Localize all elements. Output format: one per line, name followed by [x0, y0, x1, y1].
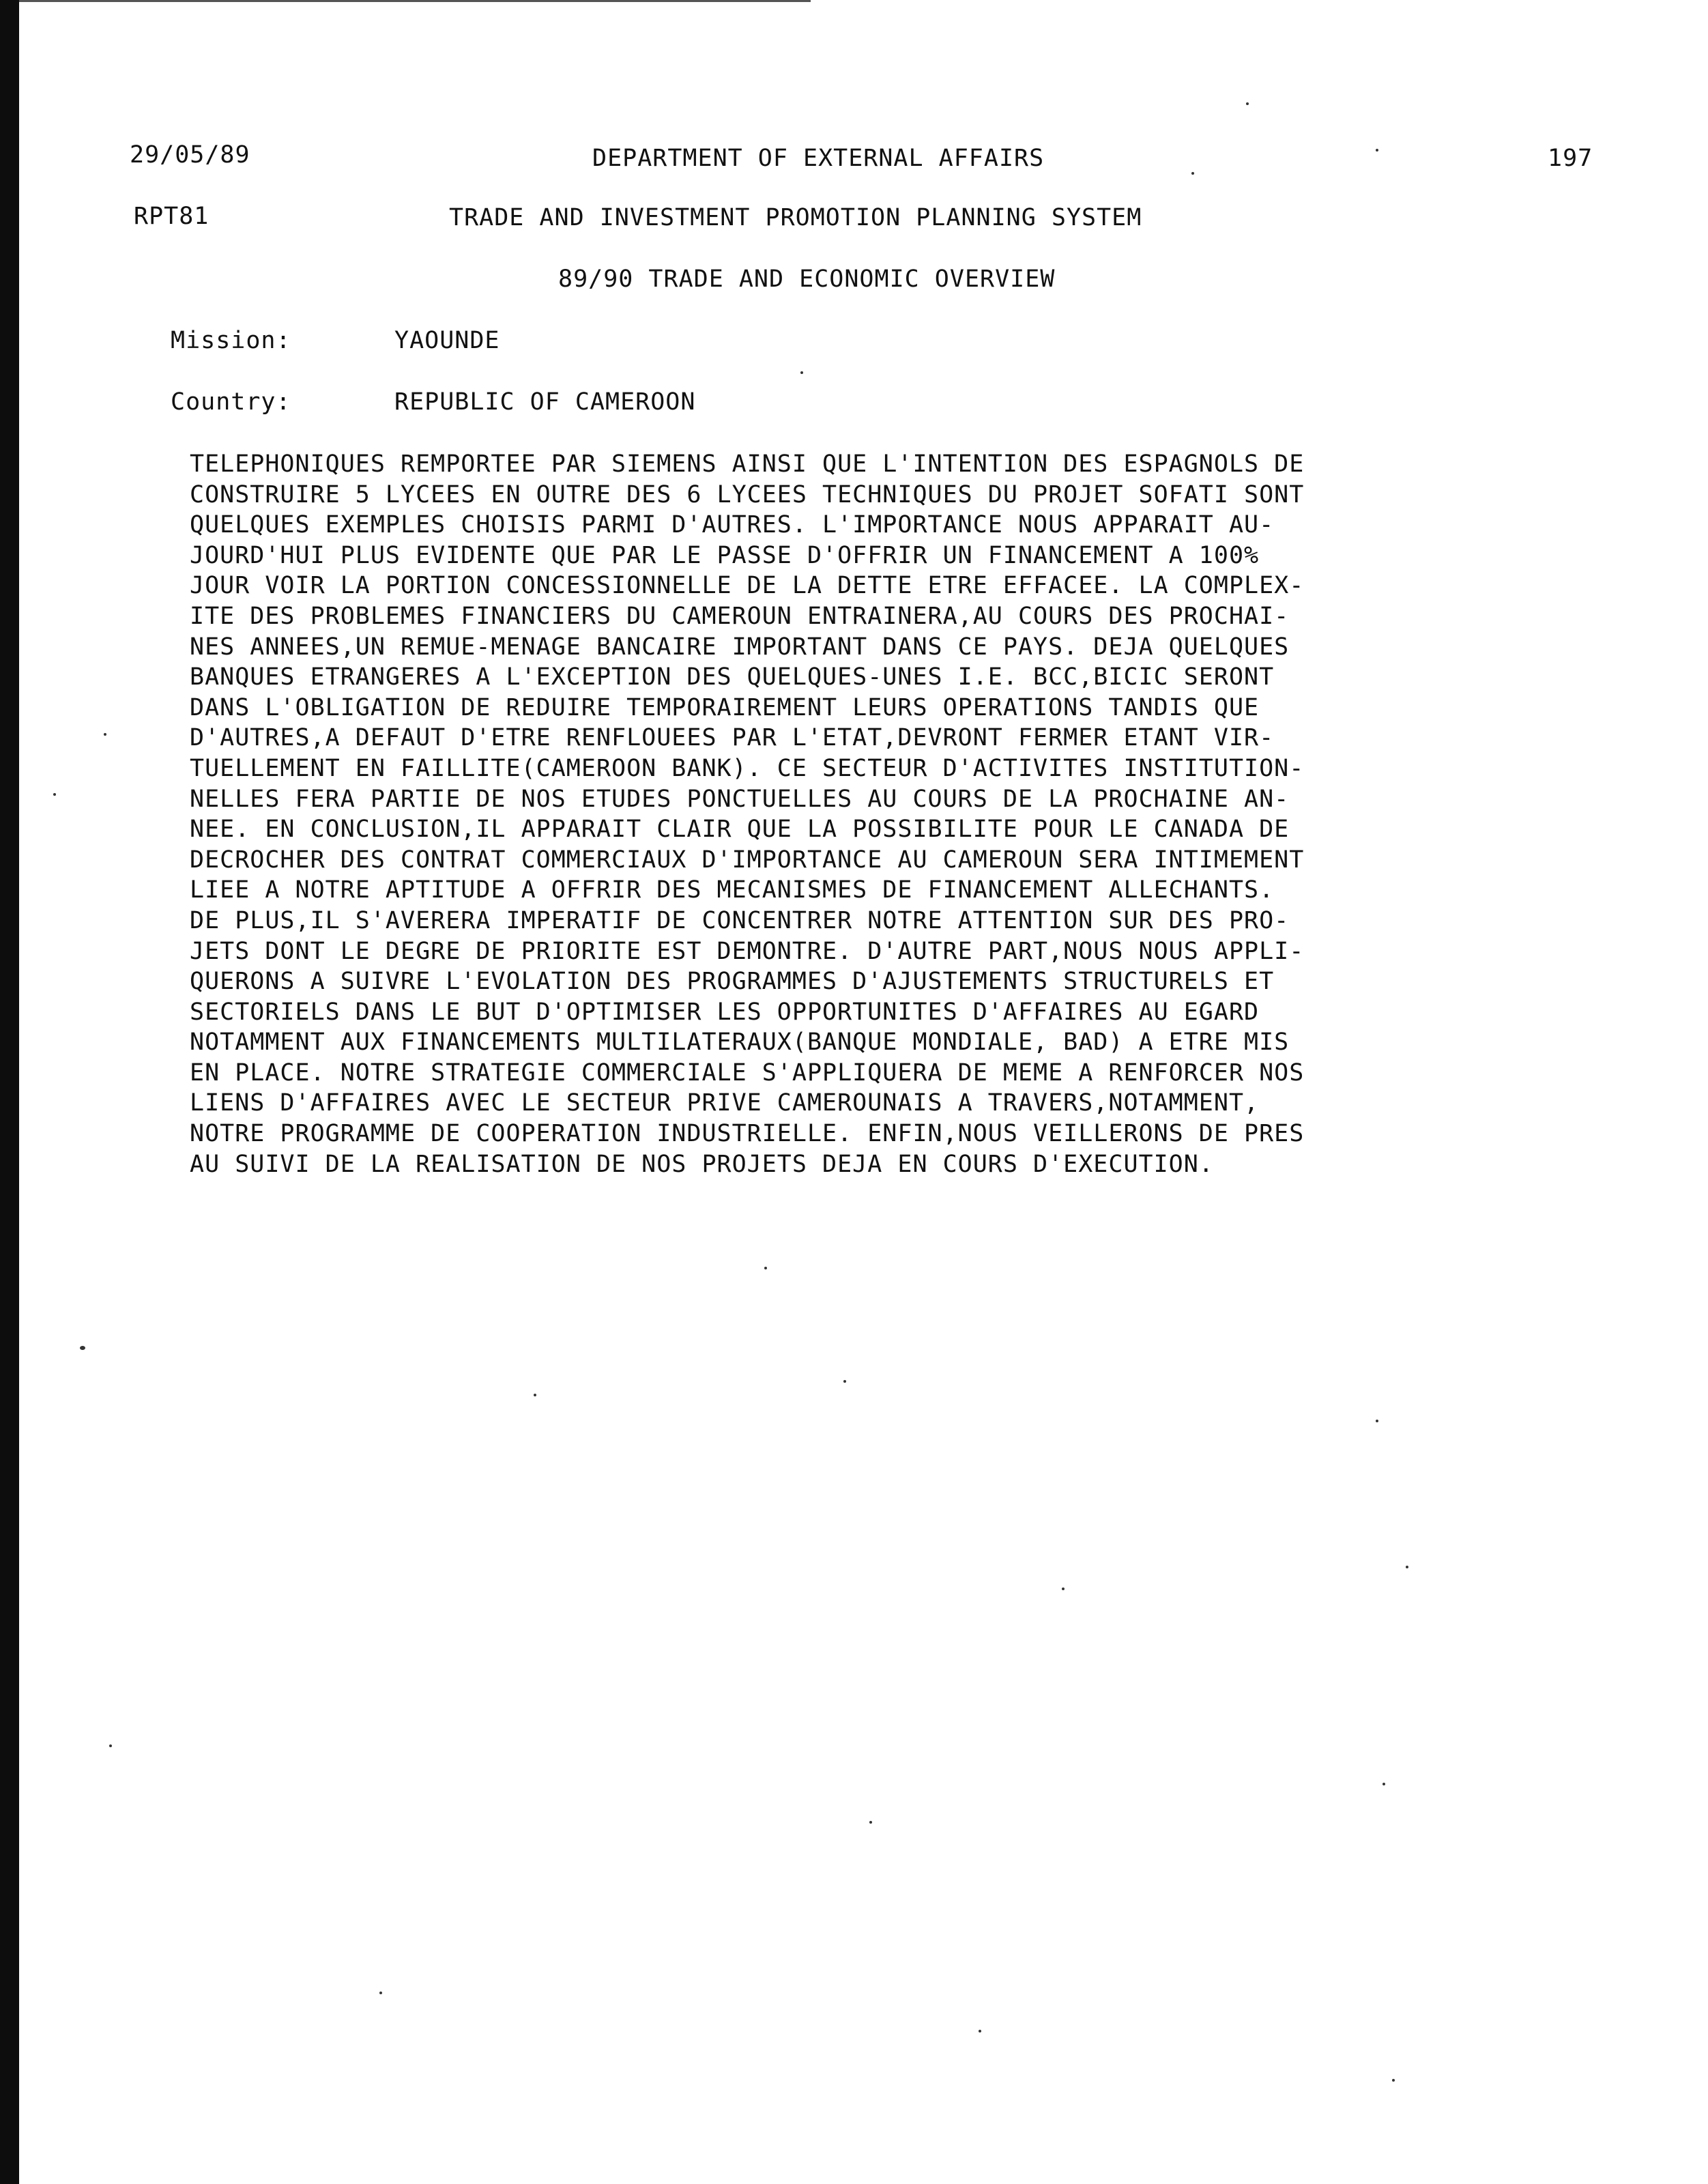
- scan-edge-bar: [0, 0, 19, 2184]
- body-line: JOURD'HUI PLUS EVIDENTE QUE PAR LE PASSE D'OFFRIR UN FINANCEMENT A 100%: [190, 541, 1260, 569]
- scan-speck: [843, 1380, 846, 1383]
- scan-speck: [1062, 1587, 1065, 1590]
- scan-top-edge: [19, 0, 811, 2]
- body-line: JETS DONT LE DEGRE DE PRIORITE EST DEMONTRE. D'AUTRE PART,NOUS NOUS APPLI-: [190, 937, 1305, 965]
- body-line: NELLES FERA PARTIE DE NOS ETUDES PONCTUELLES AU COURS DE LA PROCHAINE AN-: [190, 785, 1290, 813]
- body-line: SECTORIELS DANS LE BUT D'OPTIMISER LES OPPORTUNITES D'AFFAIRES AU EGARD: [190, 998, 1260, 1026]
- scan-speck: [764, 1267, 767, 1269]
- country-label: Country:: [171, 388, 291, 416]
- country-value: REPUBLIC OF CAMEROON: [394, 388, 696, 416]
- body-line: EN PLACE. NOTRE STRATEGIE COMMERCIALE S'APPLIQUERA DE MEME A RENFORCER NOS: [190, 1059, 1305, 1087]
- system-title: TRADE AND INVESTMENT PROMOTION PLANNING SYSTEM: [449, 204, 1142, 231]
- department-title: DEPARTMENT OF EXTERNAL AFFAIRS: [592, 145, 1045, 172]
- scan-speck: [979, 2030, 981, 2032]
- body-line: LIENS D'AFFAIRES AVEC LE SECTEUR PRIVE CAMEROUNAIS A TRAVERS,NOTAMMENT,: [190, 1089, 1260, 1117]
- scan-speck: [379, 1992, 382, 1994]
- overview-title: 89/90 TRADE AND ECONOMIC OVERVIEW: [558, 265, 1056, 293]
- scan-speck: [800, 371, 803, 374]
- scan-speck: [53, 793, 56, 796]
- mission-value: YAOUNDE: [394, 327, 500, 354]
- mission-label: Mission:: [171, 327, 291, 354]
- scan-speck: [1191, 172, 1194, 175]
- body-line: AU SUIVI DE LA REALISATION DE NOS PROJETS DEJA EN COURS D'EXECUTION.: [190, 1150, 1214, 1178]
- scan-speck: [1246, 102, 1249, 105]
- report-code: RPT81: [134, 203, 209, 230]
- scan-speck: [1392, 2079, 1395, 2082]
- body-line: JOUR VOIR LA PORTION CONCESSIONNELLE DE LA DETTE ETRE EFFACEE. LA COMPLEX-: [190, 572, 1305, 600]
- scan-speck: [1376, 1420, 1378, 1422]
- body-line: DECROCHER DES CONTRAT COMMERCIAUX D'IMPORTANCE AU CAMEROUN SERA INTIMEMENT: [190, 846, 1305, 874]
- body-line: TUELLEMENT EN FAILLITE(CAMEROON BANK). CE SECTEUR D'ACTIVITES INSTITUTION-: [190, 754, 1305, 782]
- scan-speck: [1406, 1566, 1408, 1568]
- body-line: TELEPHONIQUES REMPORTEE PAR SIEMENS AINSI QUE L'INTENTION DES ESPAGNOLS DE: [190, 450, 1305, 478]
- body-line: NOTRE PROGRAMME DE COOPERATION INDUSTRIELLE. ENFIN,NOUS VEILLERONS DE PRES: [190, 1120, 1305, 1148]
- body-line: LIEE A NOTRE APTITUDE A OFFRIR DES MECANISMES DE FINANCEMENT ALLECHANTS.: [190, 876, 1275, 904]
- body-paragraph: [190, 449, 1554, 1179]
- scan-speck: [104, 733, 106, 736]
- body-line: QUELQUES EXEMPLES CHOISIS PARMI D'AUTRES. L'IMPORTANCE NOUS APPARAIT AU-: [190, 511, 1275, 539]
- body-line: DE PLUS,IL S'AVERERA IMPERATIF DE CONCENTRER NOTRE ATTENTION SUR DES PRO-: [190, 906, 1290, 934]
- body-line: NOTAMMENT AUX FINANCEMENTS MULTILATERAUX(BANQUE MONDIALE, BAD) A ETRE MIS: [190, 1029, 1290, 1057]
- body-line: D'AUTRES,A DEFAUT D'ETRE RENFLOUEES PAR L'ETAT,DEVRONT FERMER ETANT VIR-: [190, 724, 1275, 752]
- scan-speck: [869, 1821, 872, 1824]
- report-date: 29/05/89: [130, 141, 250, 169]
- body-line: CONSTRUIRE 5 LYCEES EN OUTRE DES 6 LYCEES TECHNIQUES DU PROJET SOFATI SONT: [190, 480, 1305, 508]
- body-line: BANQUES ETRANGERES A L'EXCEPTION DES QUELQUES-UNES I.E. BCC,BICIC SERONT: [190, 663, 1275, 691]
- page-number: 197: [1548, 145, 1593, 172]
- body-line: NEE. EN CONCLUSION,IL APPARAIT CLAIR QUE LA POSSIBILITE POUR LE CANADA DE: [190, 816, 1290, 844]
- scan-speck: [80, 1346, 85, 1350]
- scan-speck: [109, 1744, 112, 1747]
- body-line: DANS L'OBLIGATION DE REDUIRE TEMPORAIREMENT LEURS OPERATIONS TANDIS QUE: [190, 693, 1260, 721]
- scan-speck: [534, 1394, 536, 1396]
- body-line: QUERONS A SUIVRE L'EVOLATION DES PROGRAMMES D'AJUSTEMENTS STRUCTURELS ET: [190, 968, 1275, 996]
- scan-speck: [1376, 149, 1378, 152]
- body-line: ITE DES PROBLEMES FINANCIERS DU CAMEROUN ENTRAINERA,AU COURS DES PROCHAI-: [190, 602, 1290, 630]
- scan-speck: [1383, 1783, 1385, 1785]
- body-line: NES ANNEES,UN REMUE-MENAGE BANCAIRE IMPORTANT DANS CE PAYS. DEJA QUELQUES: [190, 633, 1290, 661]
